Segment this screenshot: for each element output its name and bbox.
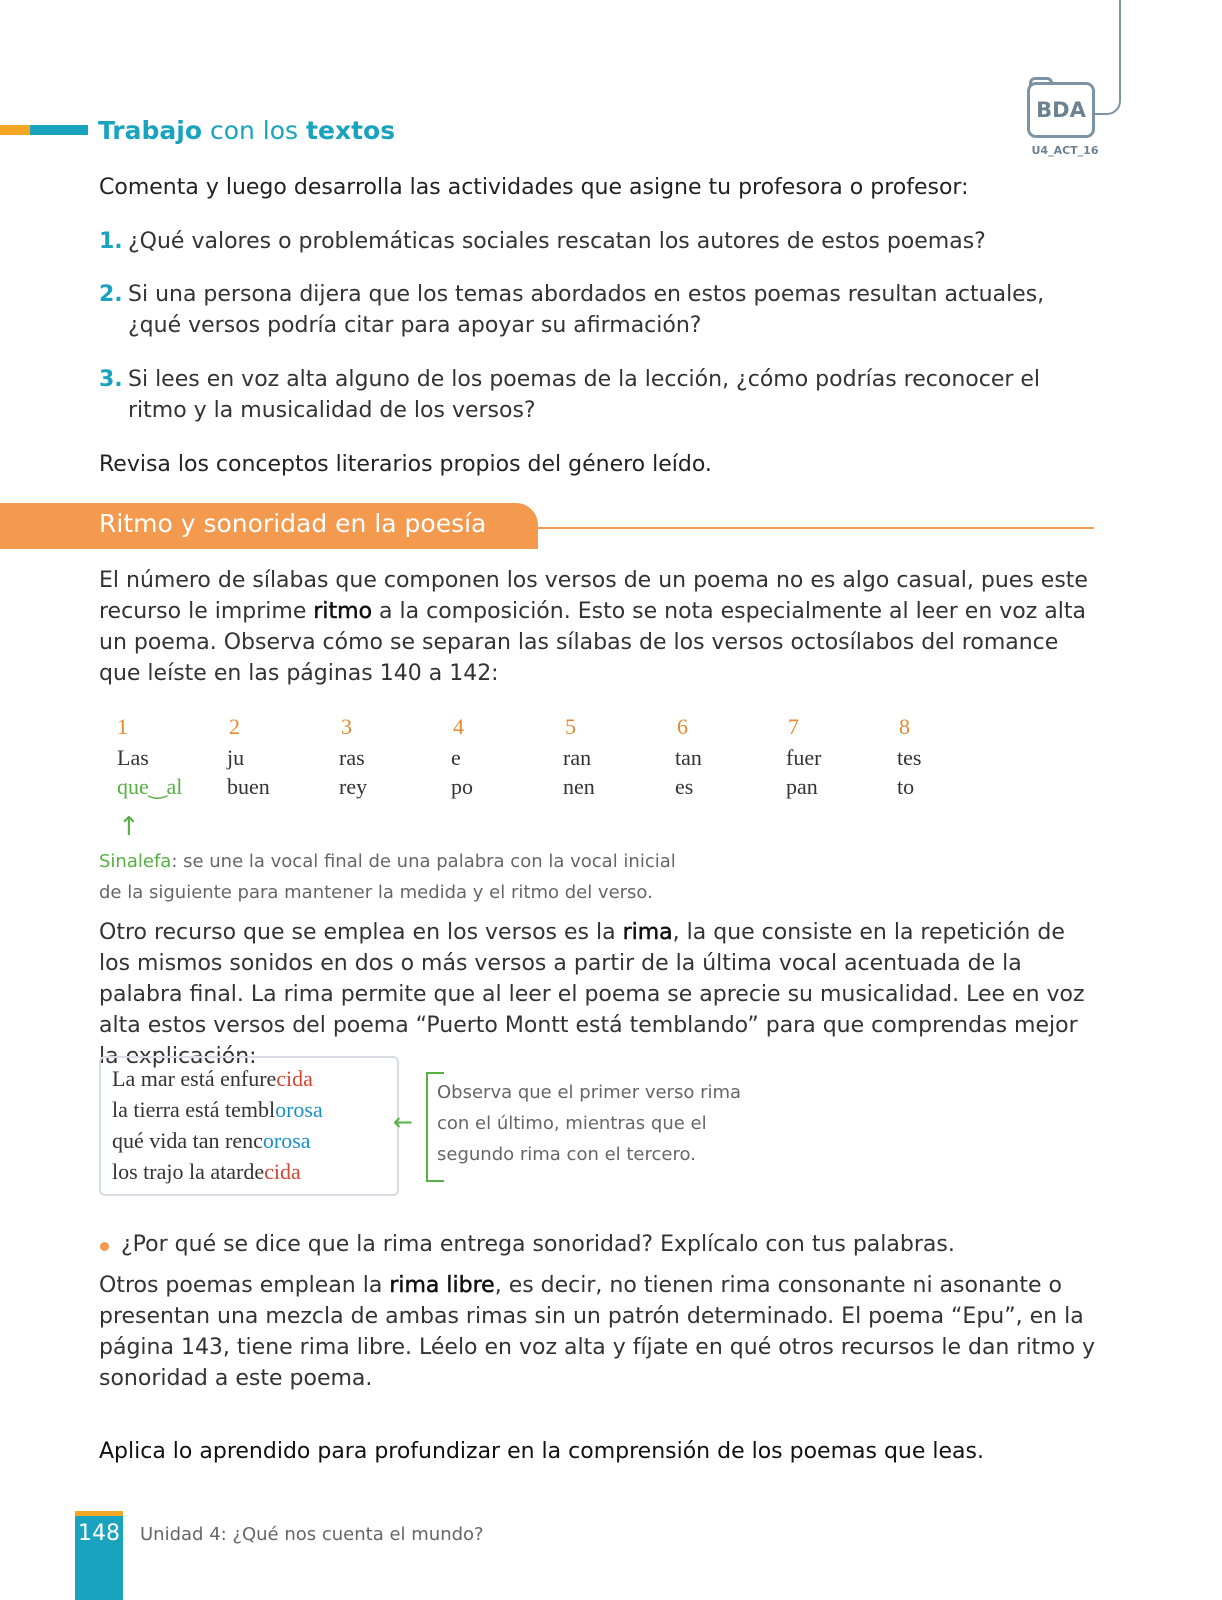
poem-verse: la tierra está temblorosa <box>112 1097 323 1122</box>
sinalefa-term: Sinalefa <box>99 851 172 872</box>
question-number: 2. <box>99 282 123 307</box>
poem-verse: los trajo la atardecida <box>112 1159 301 1184</box>
syllable-number: 8 <box>899 714 910 739</box>
bda-connector-line <box>1119 0 1121 100</box>
syllable-number: 2 <box>229 714 240 739</box>
question-1 <box>99 226 1089 257</box>
syllable: tan <box>675 745 702 770</box>
arrow-left-icon: ← <box>393 1108 414 1136</box>
syllable: fuer <box>786 745 822 770</box>
syllable-number: 7 <box>788 714 799 739</box>
sinalefa-note: Sinalefa: se une la vocal final de una palabra con la vocal inicial de la siguiente para mantener la medida y el ritmo del verso. <box>99 851 676 903</box>
section-header-title: Trabajo con los textos <box>98 116 396 145</box>
question-2 <box>99 279 1089 341</box>
revisa-text: Revisa los conceptos literarios propios del género leído. <box>99 452 712 477</box>
section-heading: Ritmo y sonoridad en la poesía <box>99 509 487 538</box>
syllable: ran <box>563 745 592 770</box>
keyword-rima: rima <box>622 920 673 945</box>
syllable: Las <box>117 745 149 770</box>
paragraph-rima-libre: Otros poemas emplean la rima libre, es decir, no tienen rima consonante ni asonante o presentan una mezcla de ambas rimas sin un patrón determinado. El poema “Epu”, en la página 143, tiene rima libre. Léelo en voz alta y fíjate en qué otros recursos le dan ritmo y sonoridad a este poema. <box>99 1273 1096 1391</box>
section-heading-rule <box>538 527 1094 529</box>
syllable-number: 6 <box>677 714 688 739</box>
syllable: pan <box>786 774 818 799</box>
question-text: Si lees en voz alta alguno de los poemas de la lección, ¿cómo podrías reconocer el ritmo y la musicalidad de los versos? <box>128 367 1041 423</box>
intro-text: Comenta y luego desarrolla las actividades que asigne tu profesora o profesor: <box>99 175 969 200</box>
bda-connector-curve <box>1093 95 1121 115</box>
bda-label[interactable]: BDA <box>1036 98 1086 122</box>
keyword-rima-libre: rima libre <box>389 1273 495 1298</box>
keyword-ritmo: ritmo <box>313 599 373 624</box>
bullet-question: ¿Por qué se dice que la rima entrega sonoridad? Explícalo con tus palabras. <box>121 1232 955 1257</box>
paragraph-rima: Otro recurso que se emplea en los versos es la rima, la que consiste en la repetición de los mismos sonidos en dos o más versos a partir de la última vocal acentuada de la palabra final. La rima permite que al leer el poema se aprecie su musicalidad. Lee en voz alta estos versos del poema “Puerto Montt está temblando” para que comprendas mejor la explicación: <box>99 920 1085 1069</box>
syllable: e <box>451 745 461 770</box>
header-accent-orange <box>0 125 30 135</box>
syllable: ju <box>227 745 245 770</box>
syllable-number: 3 <box>341 714 352 739</box>
question-3 <box>99 364 1089 426</box>
page-number: 148 <box>78 1521 120 1546</box>
syllable-sinalefa: que‿al <box>117 774 183 799</box>
bullet-icon <box>100 1242 109 1251</box>
unit-title: Unidad 4: ¿Qué nos cuenta el mundo? <box>140 1524 484 1545</box>
question-text: Si una persona dijera que los temas abordados en estos poemas resultan actuales, ¿qué versos podría citar para apoyar su afirmación? <box>128 282 1045 338</box>
syllable-number: 4 <box>453 714 464 739</box>
syllable: ras <box>339 745 365 770</box>
arrow-up-icon: ↑ <box>118 812 140 842</box>
question-text: ¿Qué valores o problemáticas sociales rescatan los autores de estos poemas? <box>128 229 986 254</box>
question-number: 3. <box>99 367 123 392</box>
paragraph-ritmo: El número de sílabas que componen los versos de un poema no es algo casual, pues este recurso le imprime ritmo a la composición. Esto se nota especialmente al leer en voz alta un poema. Observa cómo se separan las sílabas de los versos octosílabos del romance que leíste en las páginas 140 a 142: <box>99 568 1088 686</box>
page-number-tab-accent <box>75 1511 123 1516</box>
syllable: po <box>451 774 473 799</box>
poem-verses <box>112 1063 323 1187</box>
aplica-text: Aplica lo aprendido para profundizar en la comprensión de los poemas que leas. <box>99 1439 984 1464</box>
syllable: to <box>897 774 915 799</box>
header-accent-teal <box>30 125 88 135</box>
syllable: tes <box>897 745 922 770</box>
syllable: buen <box>227 774 270 799</box>
syllable: rey <box>339 774 368 799</box>
syllable: nen <box>563 774 595 799</box>
question-number: 1. <box>99 229 123 254</box>
syllable-number: 5 <box>565 714 576 739</box>
poem-verse: La mar está enfurecida <box>112 1066 313 1091</box>
syllable: es <box>675 774 694 799</box>
observa-note: Observa que el primer verso rima con el último, mientras que el segundo rima con el tercero. <box>437 1082 742 1165</box>
poem-verse: qué vida tan rencorosa <box>112 1128 311 1153</box>
syllable-number: 1 <box>117 714 128 739</box>
bda-code: U4_ACT_16 <box>1031 144 1099 157</box>
